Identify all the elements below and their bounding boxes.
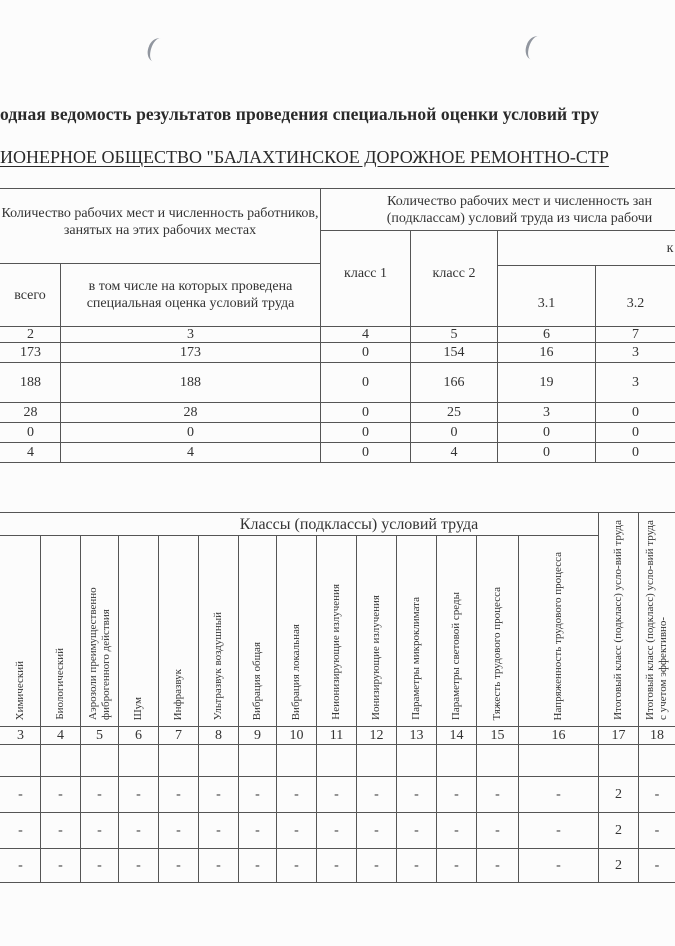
summary-cell: 28: [183, 405, 198, 420]
header-group-classes: [322, 190, 675, 230]
summary-cell: 0: [362, 405, 369, 420]
summary-cell: 0: [632, 405, 639, 420]
factor-column-header-text: Итоговый класс (подкласс) усло-вий труда: [612, 520, 624, 720]
table-rule: [518, 535, 519, 882]
factor-cell: -: [18, 858, 23, 873]
table-rule: [316, 535, 317, 882]
table-rule: [0, 726, 675, 727]
factor-cell: -: [58, 823, 63, 838]
summary-cell: 166: [443, 375, 465, 390]
factor-cell: -: [18, 823, 23, 838]
factor-column-header: [519, 536, 598, 720]
factor-cell: -: [334, 787, 339, 802]
summary-cell: 154: [443, 345, 465, 360]
factor-column-header: [41, 536, 80, 720]
factor-cell: -: [495, 787, 500, 802]
summary-cell: 3: [543, 405, 550, 420]
table-rule: [0, 342, 675, 343]
factor-cell: [41, 745, 80, 776]
factor-cell: -: [97, 787, 102, 802]
summary-cell: 0: [632, 445, 639, 460]
summary-cell: 25: [447, 405, 461, 420]
factor-column-header-text: Неионизирующие излучения: [330, 584, 342, 720]
table-rule: [198, 535, 199, 882]
summary-cell: 16: [539, 345, 554, 360]
factor-cell: -: [334, 823, 339, 838]
table-rule: [410, 230, 411, 462]
header-class1: класс 1: [344, 266, 387, 281]
column-number-cell: 12: [369, 728, 384, 743]
factor-cell: [239, 745, 276, 776]
factor-cell: [317, 745, 356, 776]
document-title: одная ведомость результатов проведения специальной оценки условий тру: [0, 104, 600, 124]
factor-column-header-text: Биологический: [54, 648, 66, 720]
table-rule: [0, 462, 675, 463]
table-rule: [0, 422, 675, 423]
column-number-cell: 13: [409, 728, 424, 743]
factor-column-header: [599, 512, 638, 720]
factor-column-header: [477, 536, 518, 720]
header-group-workplaces: Количество рабочих мест и численность работников, занятых на этих рабочих местах: [1, 206, 319, 238]
table-rule: [476, 535, 477, 882]
factor-cell: -: [556, 858, 561, 873]
factor-column-header-text: Ультразвук воздушный: [212, 611, 224, 720]
summary-cell: 0: [632, 425, 639, 440]
summary-cell: 173: [180, 345, 201, 360]
column-number-cell: 8: [215, 728, 222, 743]
summary-cell: 0: [543, 445, 550, 460]
punch-hole-mark-left: [145, 36, 169, 64]
column-number-cell: 18: [650, 728, 664, 743]
summary-cell: 173: [20, 345, 41, 360]
table-rule: [436, 535, 437, 882]
factor-column-header: [239, 536, 276, 720]
factor-cell: -: [454, 858, 459, 873]
column-number-cell: 15: [490, 728, 505, 743]
column-number-cell: 11: [329, 728, 344, 743]
header-class2: класс 2: [432, 266, 476, 281]
factor-cell: -: [176, 823, 181, 838]
factor-column-header: [357, 536, 396, 720]
summary-cell: 0: [187, 425, 194, 440]
table-rule: [497, 265, 675, 266]
factor-cell: -: [255, 858, 260, 873]
summary-cell: 4: [450, 445, 458, 460]
summary-cell: 188: [20, 375, 41, 390]
factor-cell: -: [294, 858, 299, 873]
table-rule: [0, 812, 675, 813]
header-class-3-1: 3.1: [537, 295, 556, 311]
table-rule: [238, 535, 239, 882]
factor-cell: -: [294, 787, 299, 802]
table-rule: [497, 230, 498, 462]
factor-cell: -: [136, 787, 141, 802]
factor-column-header: [639, 512, 675, 720]
table-rule: [0, 263, 320, 264]
factor-cell: -: [374, 823, 379, 838]
factor-cell: [159, 745, 198, 776]
summary-cell: 0: [362, 345, 369, 360]
factor-cell: [519, 745, 598, 776]
summary-cell: 4: [187, 445, 194, 460]
factor-cell: [639, 745, 675, 776]
factor-cell: -: [176, 858, 181, 873]
factor-column-header: [437, 536, 476, 720]
factor-cell: -: [294, 823, 299, 838]
factor-cell: [397, 745, 436, 776]
column-number-cell: 9: [254, 728, 261, 743]
table-rule: [320, 188, 321, 462]
factor-cell: -: [654, 823, 660, 838]
factor-cell: -: [176, 787, 181, 802]
column-number-cell: 5: [450, 327, 458, 342]
column-number-cell: 3: [187, 327, 194, 342]
header-class-3-2: 3.2: [626, 295, 645, 311]
factor-cell: [277, 745, 316, 776]
factor-cell: -: [414, 858, 419, 873]
factor-column-header-text: Аэрозоли преимущественно фиброгенного действия: [86, 587, 112, 720]
factor-cell: [199, 745, 238, 776]
factor-cell: -: [556, 787, 561, 802]
header-group-classes-text: Количество рабочих мест и численность зан (подклассам) условий труда из числа рабочи: [386, 194, 653, 226]
factor-cell: [599, 745, 638, 776]
factor-cell: -: [58, 858, 63, 873]
factor-cell: -: [374, 787, 379, 802]
factor-cell: -: [216, 787, 221, 802]
factor-cell: [477, 745, 518, 776]
header-total: всего: [14, 287, 46, 303]
summary-cell: 0: [362, 375, 369, 390]
factor-column-header: [397, 536, 436, 720]
factor-cell: -: [495, 858, 500, 873]
factor-column-header-text: Параметры световой среды: [450, 591, 462, 720]
table-rule: [158, 535, 159, 882]
summary-cell: 28: [23, 405, 38, 420]
factor-cell: [357, 745, 396, 776]
factor-cell: -: [216, 858, 221, 873]
factor-cell: -: [136, 823, 141, 838]
factor-column-header: [119, 536, 158, 720]
table-rule: [356, 535, 357, 882]
factor-cell: -: [654, 858, 660, 873]
column-number-cell: 5: [96, 728, 103, 743]
column-number-cell: 4: [57, 728, 64, 743]
factor-column-header-text: Инфразвук: [172, 668, 184, 720]
factor-column-header-text: Напряженность трудового процесса: [552, 551, 564, 720]
factor-column-header-text: Параметры микроклимата: [410, 597, 422, 720]
punch-hole-mark-right: [523, 34, 547, 62]
table-rule: [0, 848, 675, 849]
factor-cell: -: [654, 787, 660, 802]
factor-column-header-text: Вибрация общая: [251, 641, 263, 720]
header-class3-partial: к: [666, 240, 674, 256]
table-rule: [595, 265, 596, 462]
factor-cell: -: [136, 858, 141, 873]
factor-cell: -: [97, 858, 102, 873]
factor-cell: -: [495, 823, 500, 838]
summary-cell: 0: [362, 425, 369, 440]
factor-column-header-text: Химический: [14, 660, 26, 720]
factor-cell: -: [97, 823, 102, 838]
summary-cell: 0: [362, 445, 369, 460]
column-number-cell: 6: [543, 327, 550, 342]
factor-cell: 2: [615, 858, 622, 873]
factor-cell: -: [334, 858, 339, 873]
factor-cell: [119, 745, 158, 776]
factor-cell: -: [18, 787, 23, 802]
factor-cell: -: [255, 823, 260, 838]
factor-column-header: [81, 536, 118, 720]
table-rule: [0, 326, 675, 327]
factor-cell: -: [556, 823, 561, 838]
table-rule: [0, 512, 675, 513]
table-rule: [60, 263, 61, 462]
column-number-cell: 17: [611, 728, 626, 743]
factor-cell: -: [454, 823, 459, 838]
summary-cell: 3: [632, 375, 639, 390]
table-rule: [118, 535, 119, 882]
factor-cell: [1, 745, 40, 776]
factor-column-header: [277, 536, 316, 720]
column-number-cell: 4: [362, 327, 369, 342]
factor-column-header-text: Итоговый класс (подкласс) усло-вий труда с учетом эффективно-: [644, 520, 669, 720]
factor-cell: -: [374, 858, 379, 873]
table-rule: [0, 362, 675, 363]
factor-cell: -: [414, 823, 419, 838]
column-number-cell: 6: [135, 728, 142, 743]
summary-cell: 19: [539, 375, 554, 390]
table-rule: [396, 535, 397, 882]
summary-cell: 188: [180, 375, 201, 390]
factor-column-header-text: Тяжесть трудового процесса: [491, 586, 503, 720]
table-rule: [0, 776, 675, 777]
summary-cell: 4: [27, 445, 34, 460]
summary-cell: 3: [632, 345, 639, 360]
summary-cell: 0: [543, 425, 550, 440]
column-number-cell: 2: [27, 327, 34, 342]
column-number-cell: 7: [632, 327, 639, 342]
factor-cell: -: [58, 787, 63, 802]
factor-column-header: [317, 536, 356, 720]
factor-column-header: [1, 536, 40, 720]
factor-cell: -: [454, 787, 459, 802]
header-group-factors: Классы (подклассы) условий труда: [239, 515, 479, 533]
summary-cell: 0: [27, 425, 34, 440]
summary-cell: 0: [450, 425, 458, 440]
factor-cell: [437, 745, 476, 776]
column-number-cell: 16: [551, 728, 566, 743]
factor-cell: -: [216, 823, 221, 838]
column-number-cell: 3: [17, 728, 24, 743]
table-rule: [598, 512, 599, 882]
factor-column-header: [199, 536, 238, 720]
table-rule: [80, 535, 81, 882]
table-rule: [276, 535, 277, 882]
table-rule: [0, 744, 675, 745]
table-rule: [0, 535, 598, 536]
factor-cell: -: [255, 787, 260, 802]
factor-cell: [81, 745, 118, 776]
table-rule: [0, 188, 675, 189]
table-rule: [0, 402, 675, 403]
header-assessed: в том числе на которых проведена специальная оценка условий труда: [86, 279, 295, 311]
factor-cell: -: [414, 787, 419, 802]
factor-column-header-text: Вибрация локальная: [290, 623, 302, 720]
factor-column-header-text: Шум: [132, 696, 144, 720]
table-rule: [638, 512, 639, 882]
table-rule: [40, 535, 41, 882]
factor-cell: 2: [615, 787, 622, 802]
organization-name: ИОНЕРНОЕ ОБЩЕСТВО "БАЛАХТИНСКОЕ ДОРОЖНОЕ РЕМОНТНО-СТР: [0, 147, 609, 167]
column-number-cell: 14: [449, 728, 464, 743]
table-rule: [0, 882, 675, 883]
factor-column-header-text: Ионизирующие излучения: [370, 595, 382, 720]
factor-column-header: [159, 536, 198, 720]
factor-cell: 2: [615, 823, 622, 838]
column-number-cell: 10: [289, 728, 304, 743]
column-number-cell: 7: [175, 728, 182, 743]
table-rule: [0, 442, 675, 443]
